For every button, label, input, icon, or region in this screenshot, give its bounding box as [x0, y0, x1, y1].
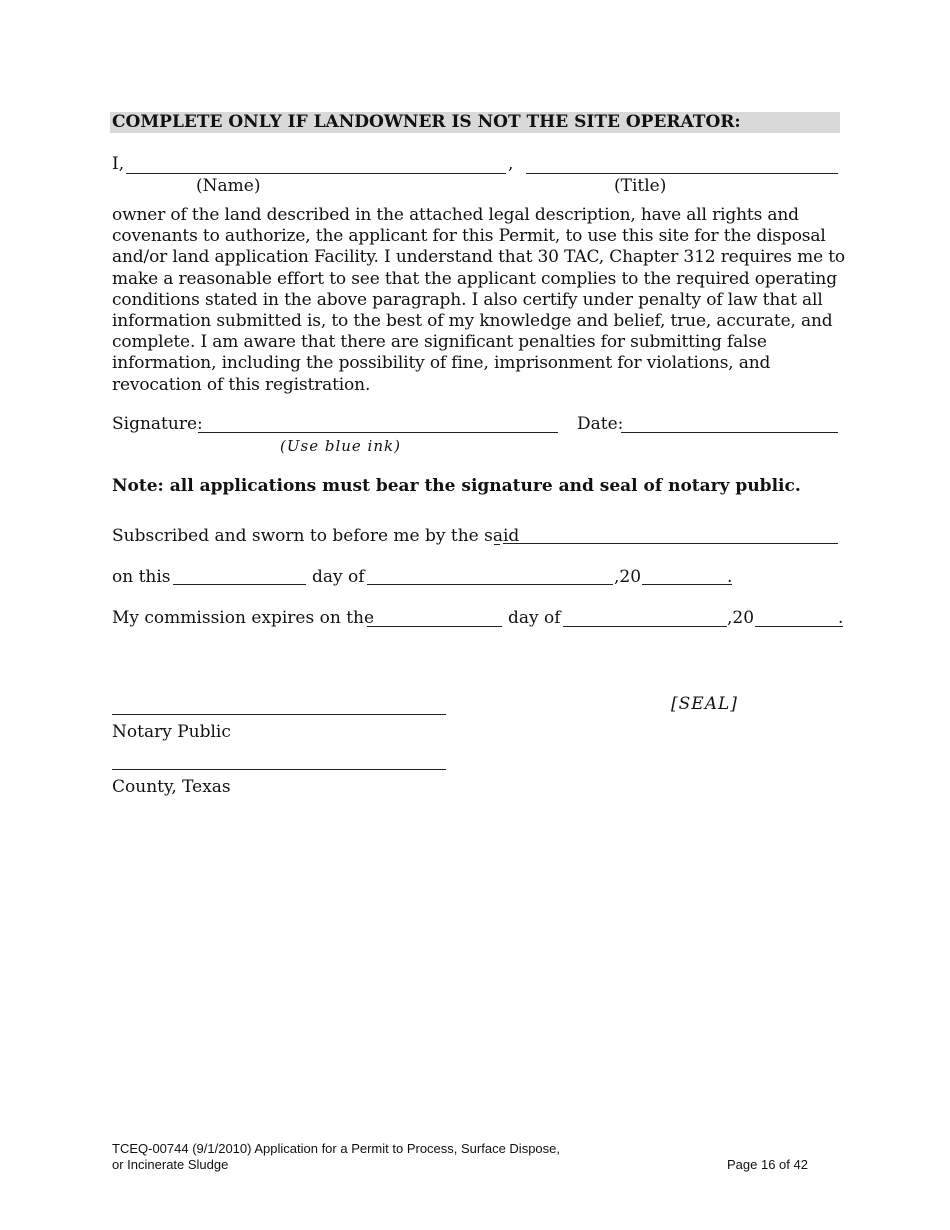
commission-month-field[interactable]	[563, 626, 727, 627]
footer-form-line1: TCEQ-00744 (9/1/2010) Application for a Permit to Process, Surface Dispose,	[112, 1141, 560, 1156]
statement-line: information, including the possibility of fine, imprisonment for violations, and	[112, 353, 771, 374]
date-label: Date:	[577, 414, 624, 434]
commission-label: My commission expires on the	[112, 608, 375, 628]
notary-note: Note: all applications must bear the signature and seal of notary public.	[112, 476, 801, 496]
sworn-label: Subscribed and sworn to before me by the said	[112, 526, 520, 546]
statement-line: covenants to authorize, the applicant for this Permit, to use this site for the disposal	[112, 226, 826, 247]
declarant-prefix: I,	[112, 154, 125, 174]
sworn-period: .	[727, 567, 733, 587]
sworn-lead-line	[494, 544, 500, 545]
notary-signature-field[interactable]	[112, 714, 446, 715]
statement-line: owner of the land described in the attached legal description, have all rights and	[112, 205, 799, 225]
signature-label: Signature:	[112, 414, 203, 434]
title-label: (Title)	[614, 176, 667, 196]
commission-year-prefix: ,20	[727, 608, 755, 628]
signature-field[interactable]	[198, 432, 558, 433]
county-field[interactable]	[112, 769, 446, 770]
sworn-month-field[interactable]	[367, 584, 613, 585]
day-of-label: day of	[312, 567, 365, 587]
date-field[interactable]	[621, 432, 838, 433]
seal-label: [SEAL]	[671, 694, 738, 714]
footer-form-line2: or Incinerate Sludge	[112, 1157, 229, 1172]
statement-line: make a reasonable effort to see that the applicant complies to the required operating	[112, 268, 837, 289]
footer-page-number: Page 16 of 42	[727, 1157, 808, 1172]
year-prefix: ,20	[614, 567, 642, 587]
statement-line: conditions stated in the above paragraph. I also certify under penalty of law that all	[112, 289, 823, 310]
commission-year-field[interactable]	[755, 626, 843, 627]
name-field[interactable]	[126, 173, 506, 174]
declarant-separator: ,	[508, 154, 514, 174]
statement-line: revocation of this registration.	[112, 374, 371, 395]
sworn-day-field[interactable]	[173, 584, 306, 585]
statement-line: and/or land application Facility. I understand that 30 TAC, Chapter 312 requires me to	[112, 247, 846, 268]
commission-day-field[interactable]	[367, 626, 502, 627]
commission-period: .	[838, 608, 844, 628]
commission-day-of-label: day of	[508, 608, 561, 628]
statement-line: complete. I am aware that there are significant penalties for submitting false	[112, 332, 767, 353]
statement-paragraph	[112, 205, 846, 396]
sworn-year-field[interactable]	[642, 584, 732, 585]
title-field[interactable]	[526, 173, 838, 174]
statement-line: information submitted is, to the best of my knowledge and belief, true, accurate, and	[112, 311, 833, 332]
county-label: County, Texas	[112, 777, 231, 797]
signature-hint: (Use blue ink)	[280, 437, 401, 455]
notary-public-label: Notary Public	[112, 722, 231, 742]
on-this-label: on this	[112, 567, 171, 587]
name-label: (Name)	[196, 176, 261, 196]
sworn-name-field[interactable]	[503, 543, 838, 544]
section-heading: COMPLETE ONLY IF LANDOWNER IS NOT THE SITE OPERATOR:	[110, 112, 840, 133]
